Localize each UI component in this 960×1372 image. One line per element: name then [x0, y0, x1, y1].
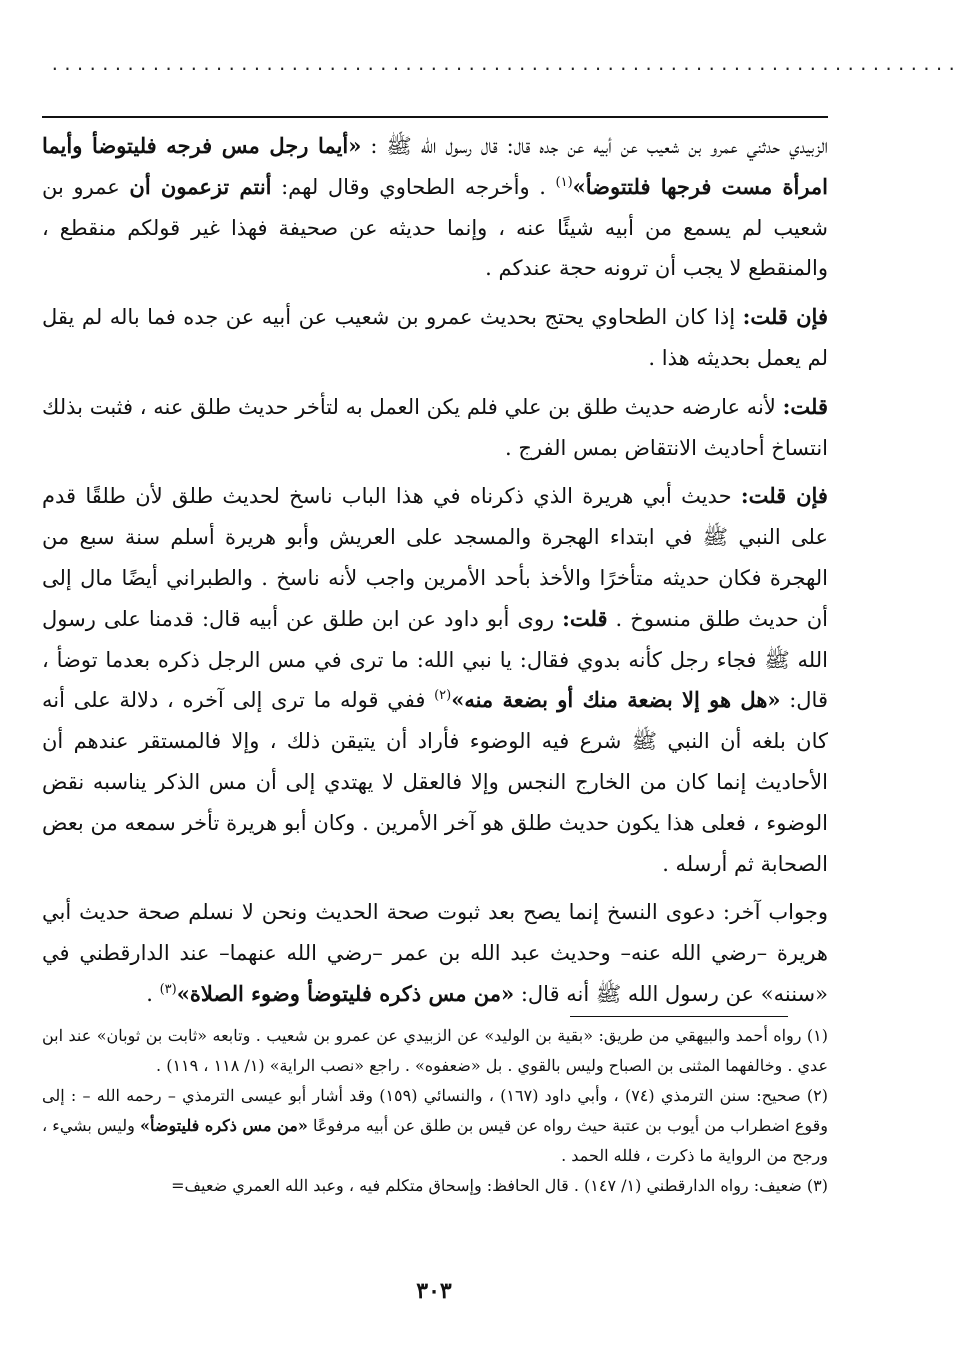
text-run: عمرو بن شعيب لم يسمع من أبيه شيئًا عنه ، وإنما حديثه عن صحيفة فهذا غير قولكم منقطع ، والمنقطع لا يجب أن ترونه حجة عندكم .: [42, 174, 828, 281]
text-run: لأنه عارضه حديث طلق بن علي فلم يكن العمل به لتأخر حديث طلق عنه ، فثبت بذلك انتساخ أحاديث الانتقاض بمس الفرج .: [42, 394, 828, 460]
answer-marker: قلت:: [562, 605, 608, 631]
objection-marker: فإن قلت:: [740, 483, 828, 509]
footnote-ref-2: (٢): [434, 688, 452, 704]
paragraph-4: [42, 476, 828, 884]
text-run: حديث أبي هريرة الذي ذكرناه في هذا الباب ناسخ لحديث طلق لأن طلقًا قدم على النبي ﷺ في ابتداء الهجرة والمسجد على العريش وأبو هريرة أسلم سنة سبع من الهجرة فكان حديثه متأخرًا والأخذ بأحد الأمرين واجب لأنه ناسخ . والطبراني أيضًا مال إلى أن حديث طلق منسوخ .: [42, 484, 828, 631]
text-run: روى أبو داود عن ابن طلق عن أبيه قال: قدمنا على رسول الله ﷺ فجاء رجل كأنه بدوي فقال: يا نبي الله: ما ترى في مس الرجل ذكره بعدما توضأ ، قال:: [42, 606, 828, 713]
page-number: ٣٠٣: [416, 1278, 452, 1304]
footnote-ref-1: (١): [555, 174, 573, 190]
text-run: وليس بشيء ، ورجح من الرواية ما ذكرت ، فلله الحمد .: [42, 1116, 828, 1165]
paragraph-1: [42, 126, 828, 289]
hadith-quote: «هل هو إلا بضعة منك أو بضعة منه»: [451, 687, 781, 713]
text-run: إذا كان الطحاوي يحتج بحديث عمرو بن شعيب عن أبيه عن جده فما باله لم يقل لم يعمل بحديثه هذا .: [42, 305, 828, 370]
text-run: وجواب آخر: دعوى النسخ إنما يصح بعد ثبوت صحة الحديث ونحن لا نسلم صحة حديث أبي هريرة –رضي الله عنه– وحديث عبد الله بن عمر –رضي الله عنهما– عند الدارقطني في «سننه» عن رسول الله ﷺ أنه قال:: [42, 900, 828, 1006]
hadith-quote: «من مس ذكره فليتوضأ»: [139, 1116, 308, 1135]
text-run: . وأخرجه الطحاوي وقال لهم:: [271, 174, 556, 199]
footnote-ref-3: (٣): [159, 981, 177, 997]
text-run: .: [146, 981, 160, 1006]
main-text: [42, 126, 828, 1023]
footnote-2: [42, 1081, 828, 1171]
hadith-quote: «من مس ذكره فليتوضأ وضوء الصلاة»: [176, 980, 515, 1006]
objection-marker: فإن قلت:: [742, 304, 828, 330]
text-run: ففي قوله ما ترى إلى آخره ، دلالة على أنه كان بلغه أن النبي ﷺ شرع فيه الوضوء فأراد أن يتيقن ذلك ، وإلا فالمستقر عندهم أن الأحاديث إنما كان من الخارج النجس وإلا فالعقل لا يهتدي إلى أن مس الذكر يناسبه نقض الوضوء ، فعلى هذا يكون حديث طلق هو آخر الأمرين . وكان أبو هريرة تأخر سمعه من بعض الصحابة ثم أرسله .: [42, 688, 828, 876]
dotted-leader: ........................................................................: [50, 55, 960, 74]
footnote-divider: [570, 1016, 788, 1017]
paragraph-3: [42, 387, 828, 469]
text-run: (٢) صحيح: سنن الترمذي (٧٤) ، وأبي داود (١٦٧) ، والنسائي (١٥٩) وقد أشار أبو عيسى الترمذي – رحمه الله – : إلى وقوع اضطراب من أيوب بن عتبة حيث رواه عن قيس بن طلق عن أبيه مرفوعًا: [42, 1086, 829, 1135]
answer-marker: قلت:: [782, 393, 828, 419]
top-divider: [42, 116, 828, 118]
footnote-3: (٣) ضعيف: رواه الدارقطني (١/ ١٤٧) . قال الحافظ: وإسحاق متكلم فيه ، وعبد الله العمري ضعيف=: [171, 1176, 828, 1195]
footnote-1: (١) رواه أحمد والبيهقي من طريق: «بقية بن الوليد» عن الزبيدي عن عمرو بن شعيب . وتابعه «ثابت بن ثوبان» عند ابن عدي . وخالفهما المثنى بن الصباح وليس بالقوي . بل «ضعفوه» . راجع «نصب الراية» (١/ ١١٨ ، ١١٩) .: [42, 1026, 828, 1075]
text-run: الزبيدي حدثني عمرو بن شعيب عن أبيه عن جده قال: قال رسول الله ﷺ :: [361, 134, 828, 158]
hadith-quote: «أيما رجل مس فرجه فليتوضأ وأيما امرأة مست فرجها فلتتوضأ»: [42, 133, 828, 199]
emphasis: أنتم تزعمون أن: [129, 173, 272, 199]
footnotes: [42, 1021, 828, 1201]
paragraph-2: [42, 297, 828, 379]
paragraph-5: [42, 892, 828, 1014]
